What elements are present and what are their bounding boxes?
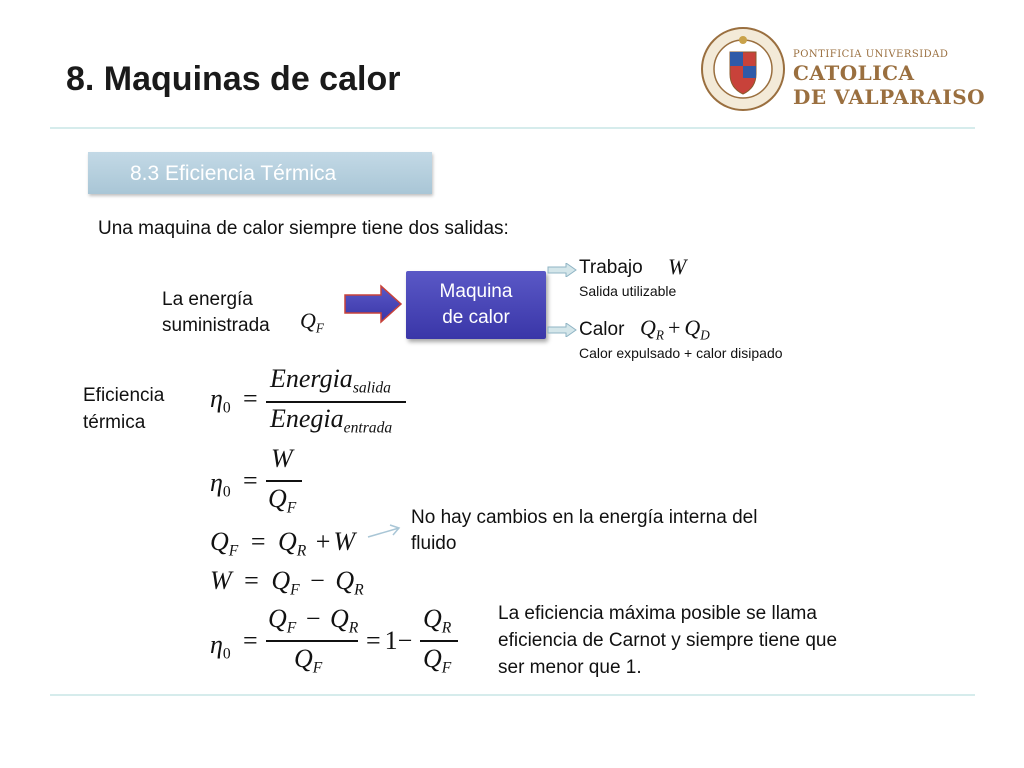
- eq1-lhs: $\eta_0$: [210, 384, 231, 417]
- eq1-denominator: Enegia$_{entrada}$: [270, 404, 393, 437]
- work-symbol: W: [668, 254, 687, 279]
- eq3: $Q_F = Q_R + W$: [210, 527, 356, 560]
- eq2-numerator: W: [271, 444, 293, 473]
- machine-label-line1: Maquina: [439, 281, 513, 302]
- eq5-lhs: $\eta_0$: [210, 630, 231, 663]
- eq2-fraction-bar: [266, 480, 302, 482]
- note-carnot-line2: eficiencia de Carnot y siempre tiene que: [498, 630, 838, 651]
- eq5-one-minus: = 1−: [366, 626, 413, 655]
- input-symbol: $Q_F$: [300, 308, 324, 336]
- header-divider: [50, 127, 975, 129]
- eq2-equals: =: [243, 466, 258, 495]
- eq1-equals: =: [243, 384, 258, 413]
- university-seal-logo: [700, 26, 786, 112]
- university-name-small: PONTIFICIA UNIVERSIDAD: [793, 49, 949, 60]
- note-arrow-icon: [366, 522, 402, 540]
- output-work-label: Trabajo: [579, 257, 643, 278]
- footer-divider: [50, 694, 975, 696]
- output-heat-label: Calor: [579, 319, 625, 340]
- eq5-denominator: $Q_F$: [294, 644, 323, 677]
- eq1-fraction-bar: [266, 401, 406, 403]
- eq5-equals: =: [243, 626, 258, 655]
- eq5-ratio-numerator: $Q_R$: [423, 604, 452, 637]
- page-title: 8. Maquinas de calor: [66, 60, 401, 98]
- eq2-lhs: $\eta_0$: [210, 468, 231, 501]
- note-internal-energy: [411, 505, 757, 557]
- university-name-catolica: CATOLICA: [793, 61, 915, 85]
- note-carnot-line3: ser menor que 1.: [498, 657, 642, 678]
- input-arrow-icon: [343, 284, 403, 324]
- note-internal-line2: fluido: [411, 533, 457, 554]
- eq5-ratio-denominator: $Q_F$: [423, 644, 452, 677]
- section-heading: 8.3 Eficiencia Térmica: [130, 162, 337, 185]
- eq4: $W = Q_F - Q_R$: [210, 566, 364, 599]
- note-carnot-line1: La eficiencia máxima posible se llama: [498, 603, 817, 624]
- machine-label-line2: de calor: [442, 307, 510, 328]
- heat-arrow-icon: [547, 323, 577, 337]
- eq5-ratio-bar: [420, 640, 458, 642]
- input-label-line1: La energía: [162, 289, 253, 310]
- work-arrow-icon: [547, 263, 577, 277]
- output-heat-desc: Calor expulsado + calor disipado: [579, 345, 783, 361]
- intro-text: Una maquina de calor siempre tiene dos salidas:: [98, 218, 509, 239]
- university-name-valparaiso: DE VALPARAISO: [793, 85, 986, 109]
- eq1-numerator: Energia$_{salida}$: [270, 364, 391, 397]
- heat-symbol: $Q_R + Q_D$: [640, 315, 710, 343]
- heat-engine-box: [406, 271, 546, 339]
- note-carnot: [498, 600, 837, 681]
- eq5-numerator: $Q_F - Q_R$: [268, 604, 359, 637]
- input-label-line2: suministrada: [162, 315, 270, 336]
- note-internal-line1: No hay cambios en la energía interna del: [411, 507, 758, 528]
- efficiency-label-line1: Eficiencia: [83, 385, 165, 406]
- output-work-desc: Salida utilizable: [579, 283, 677, 299]
- eq5-fraction-bar: [266, 640, 358, 642]
- eq2-denominator: $Q_F$: [268, 484, 297, 517]
- efficiency-label-line2: térmica: [83, 412, 146, 433]
